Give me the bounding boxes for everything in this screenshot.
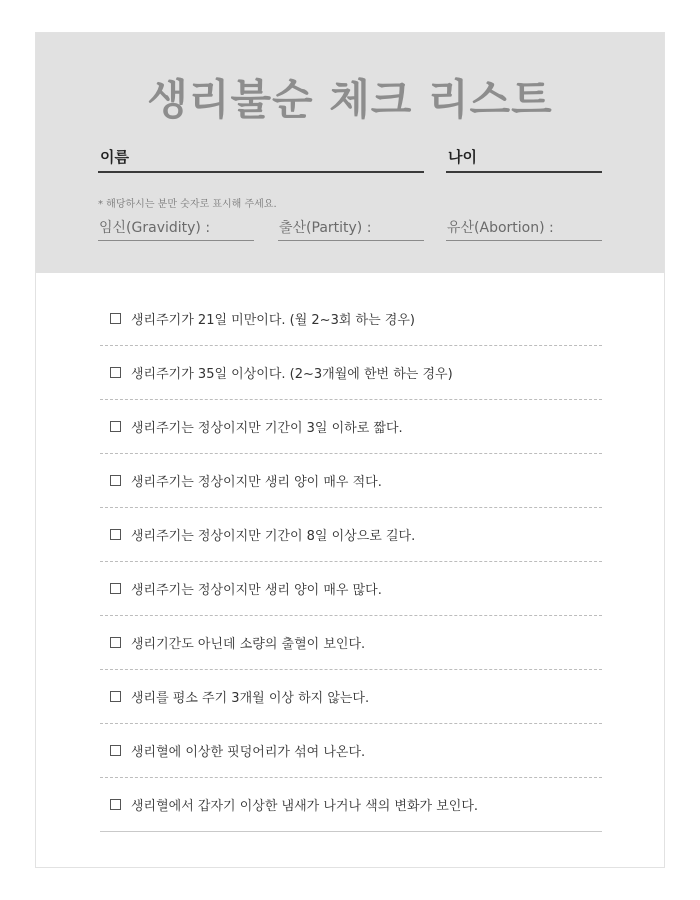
checkbox[interactable] <box>110 637 121 648</box>
list-item-text: 생리주기는 정상이지만 기간이 3일 이하로 짧다. <box>131 421 403 436</box>
checkbox[interactable] <box>110 799 121 810</box>
list-item-text: 생리주기는 정상이지만 생리 양이 매우 많다. <box>131 583 382 598</box>
partity-label: 출산(Partity) : <box>279 220 372 236</box>
list-item-text: 생리주기가 35일 이상이다. (2~3개월에 한번 하는 경우) <box>131 367 453 382</box>
list-item <box>100 778 602 832</box>
list-item <box>100 454 602 508</box>
name-field[interactable] <box>98 145 424 173</box>
checkbox[interactable] <box>110 421 121 432</box>
list-item-text: 생리혈에서 갑자기 이상한 냄새가 나거나 색의 변화가 보인다. <box>131 799 479 814</box>
checklist <box>100 292 602 832</box>
checkbox[interactable] <box>110 745 121 756</box>
checkbox[interactable] <box>110 367 121 378</box>
list-item <box>100 616 602 670</box>
gravidity-label: 임신(Gravidity) : <box>99 220 211 236</box>
list-item-text: 생리기간도 아닌데 소량의 출혈이 보인다. <box>131 637 366 652</box>
checkbox[interactable] <box>110 313 121 324</box>
checklist-card <box>35 32 665 868</box>
instruction-note: * 해당하시는 분만 숫자로 표시해 주세요. <box>98 199 277 210</box>
age-label: 나이 <box>448 148 477 166</box>
list-item <box>100 400 602 454</box>
list-item-text: 생리주기는 정상이지만 생리 양이 매우 적다. <box>131 475 382 490</box>
partity-field[interactable] <box>278 215 424 241</box>
abortion-label: 유산(Abortion) : <box>447 220 554 236</box>
list-item <box>100 508 602 562</box>
list-item <box>100 724 602 778</box>
checkbox[interactable] <box>110 475 121 486</box>
checkbox[interactable] <box>110 691 121 702</box>
header-panel <box>36 33 664 273</box>
abortion-field[interactable] <box>446 215 602 241</box>
list-item <box>100 292 602 346</box>
list-item-text: 생리를 평소 주기 3개월 이상 하지 않는다. <box>131 691 370 706</box>
age-field[interactable] <box>446 145 602 173</box>
checkbox[interactable] <box>110 583 121 594</box>
page-title: 생리불순 체크 리스트 <box>147 75 553 124</box>
list-item <box>100 670 602 724</box>
list-item-text: 생리주기는 정상이지만 기간이 8일 이상으로 길다. <box>131 529 416 544</box>
list-item-text: 생리혈에 이상한 핏덩어리가 섞여 나온다. <box>131 745 366 760</box>
list-item-text: 생리주기가 21일 미만이다. (월 2~3회 하는 경우) <box>131 313 415 328</box>
checkbox[interactable] <box>110 529 121 540</box>
name-label: 이름 <box>100 148 129 166</box>
list-item <box>100 346 602 400</box>
gravidity-field[interactable] <box>98 215 254 241</box>
list-item <box>100 562 602 616</box>
